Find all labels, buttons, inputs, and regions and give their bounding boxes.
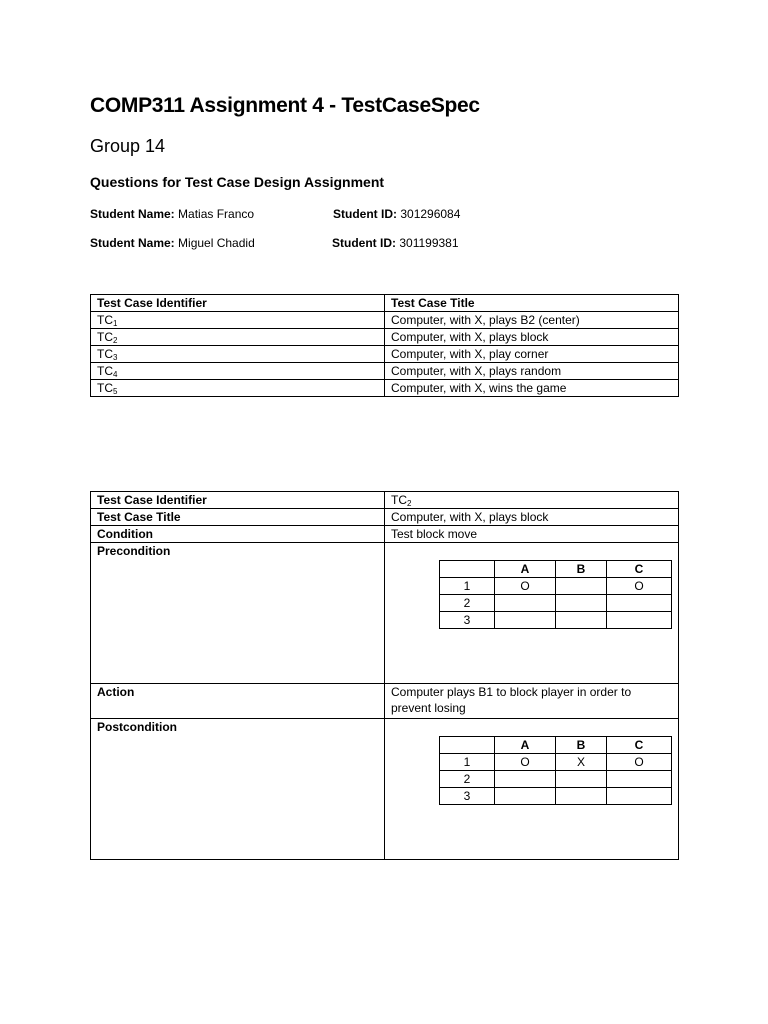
board-cell [556, 595, 607, 612]
board-row-label: 2 [440, 771, 495, 788]
board-cell [495, 771, 556, 788]
board-col-header: B [556, 561, 607, 578]
board-col-header: B [556, 737, 607, 754]
board-header-row [440, 737, 672, 754]
document-title: COMP311 Assignment 4 - TestCaseSpec [90, 94, 480, 117]
detail-row-condition [91, 526, 679, 543]
board-row [440, 788, 672, 805]
board-cell: O [607, 754, 672, 771]
board-cell [556, 612, 607, 629]
student-name-1 [90, 207, 254, 221]
detail-row-precondition [91, 543, 679, 684]
test-case-id: $TC_1$ [91, 312, 385, 329]
board-cell [556, 788, 607, 805]
section-heading: Questions for Test Case Design Assignment [90, 174, 385, 190]
detail-row-identifier [91, 492, 679, 509]
test-case-id: $TC_5$ [91, 380, 385, 397]
header-identifier: Test Case Identifier [91, 295, 385, 312]
board-cell [607, 595, 672, 612]
test-case-title: Computer, with X, plays B2 (center) [385, 312, 679, 329]
precondition-cell [385, 543, 679, 684]
title-value: Computer, with X, plays block [385, 509, 679, 526]
board-cell [607, 612, 672, 629]
board-cell [607, 788, 672, 805]
identifier-value: $TC_2$ [385, 492, 679, 509]
board-row [440, 771, 672, 788]
table-row [91, 329, 679, 346]
precondition-label: Precondition [91, 543, 385, 684]
student-name-2 [90, 236, 255, 250]
board-cell [556, 771, 607, 788]
board-cell [495, 788, 556, 805]
student-name-label: Student Name: [90, 207, 175, 221]
test-case-id: $TC_3$ [91, 346, 385, 363]
group-label: Group 14 [90, 136, 166, 156]
detail-row-action [91, 684, 679, 719]
student-id-1 [333, 207, 460, 221]
table-row [91, 363, 679, 380]
board-row [440, 754, 672, 771]
student-name-value: Miguel Chadid [178, 236, 255, 250]
student-name-value: Matias Franco [178, 207, 255, 221]
board-row [440, 612, 672, 629]
test-case-title: Computer, with X, wins the game [385, 380, 679, 397]
student-id-2 [332, 236, 459, 250]
board-cell [607, 771, 672, 788]
board-col-header: C [607, 737, 672, 754]
identifier-label: Test Case Identifier [91, 492, 385, 509]
postcondition-cell [385, 719, 679, 860]
test-case-detail-table [90, 491, 679, 860]
detail-row-title [91, 509, 679, 526]
board-cell [495, 595, 556, 612]
board-row-label: 3 [440, 788, 495, 805]
postcondition-label: Postcondition [91, 719, 385, 860]
test-case-id: $TC_4$ [91, 363, 385, 380]
board-cell: O [495, 754, 556, 771]
condition-value: Test block move [385, 526, 679, 543]
board-cell: X [556, 754, 607, 771]
board-row-label: 1 [440, 754, 495, 771]
board-col-header: C [607, 561, 672, 578]
test-case-title: Computer, with X, plays block [385, 329, 679, 346]
board-row-label: 1 [440, 578, 495, 595]
board-cell: O [495, 578, 556, 595]
precondition-board [439, 560, 672, 629]
board-row-label: 2 [440, 595, 495, 612]
student-id-value: 301199381 [399, 236, 459, 250]
board-corner [440, 737, 495, 754]
student-id-label: Student ID: [333, 207, 397, 221]
table-row [91, 346, 679, 363]
board-col-header: A [495, 737, 556, 754]
board-header-row [440, 561, 672, 578]
board-cell [556, 578, 607, 595]
condition-label: Condition [91, 526, 385, 543]
board-col-header: A [495, 561, 556, 578]
detail-row-postcondition [91, 719, 679, 860]
student-id-value: 301296084 [400, 207, 461, 221]
postcondition-board [439, 736, 672, 805]
test-case-title: Computer, with X, play corner [385, 346, 679, 363]
test-case-id: $TC_2$ [91, 329, 385, 346]
board-row-label: 3 [440, 612, 495, 629]
board-cell [495, 612, 556, 629]
board-row [440, 578, 672, 595]
test-case-summary-table [90, 294, 679, 397]
board-row [440, 595, 672, 612]
board-cell: O [607, 578, 672, 595]
student-name-label: Student Name: [90, 236, 175, 250]
title-label: Test Case Title [91, 509, 385, 526]
student-id-label: Student ID: [332, 236, 396, 250]
board-corner [440, 561, 495, 578]
test-case-title: Computer, with X, plays random [385, 363, 679, 380]
action-value: Computer plays B1 to block player in order to prevent losing [385, 684, 679, 719]
table-row [91, 312, 679, 329]
header-title: Test Case Title [385, 295, 679, 312]
table-row [91, 380, 679, 397]
table-header-row [91, 295, 679, 312]
action-label: Action [91, 684, 385, 719]
